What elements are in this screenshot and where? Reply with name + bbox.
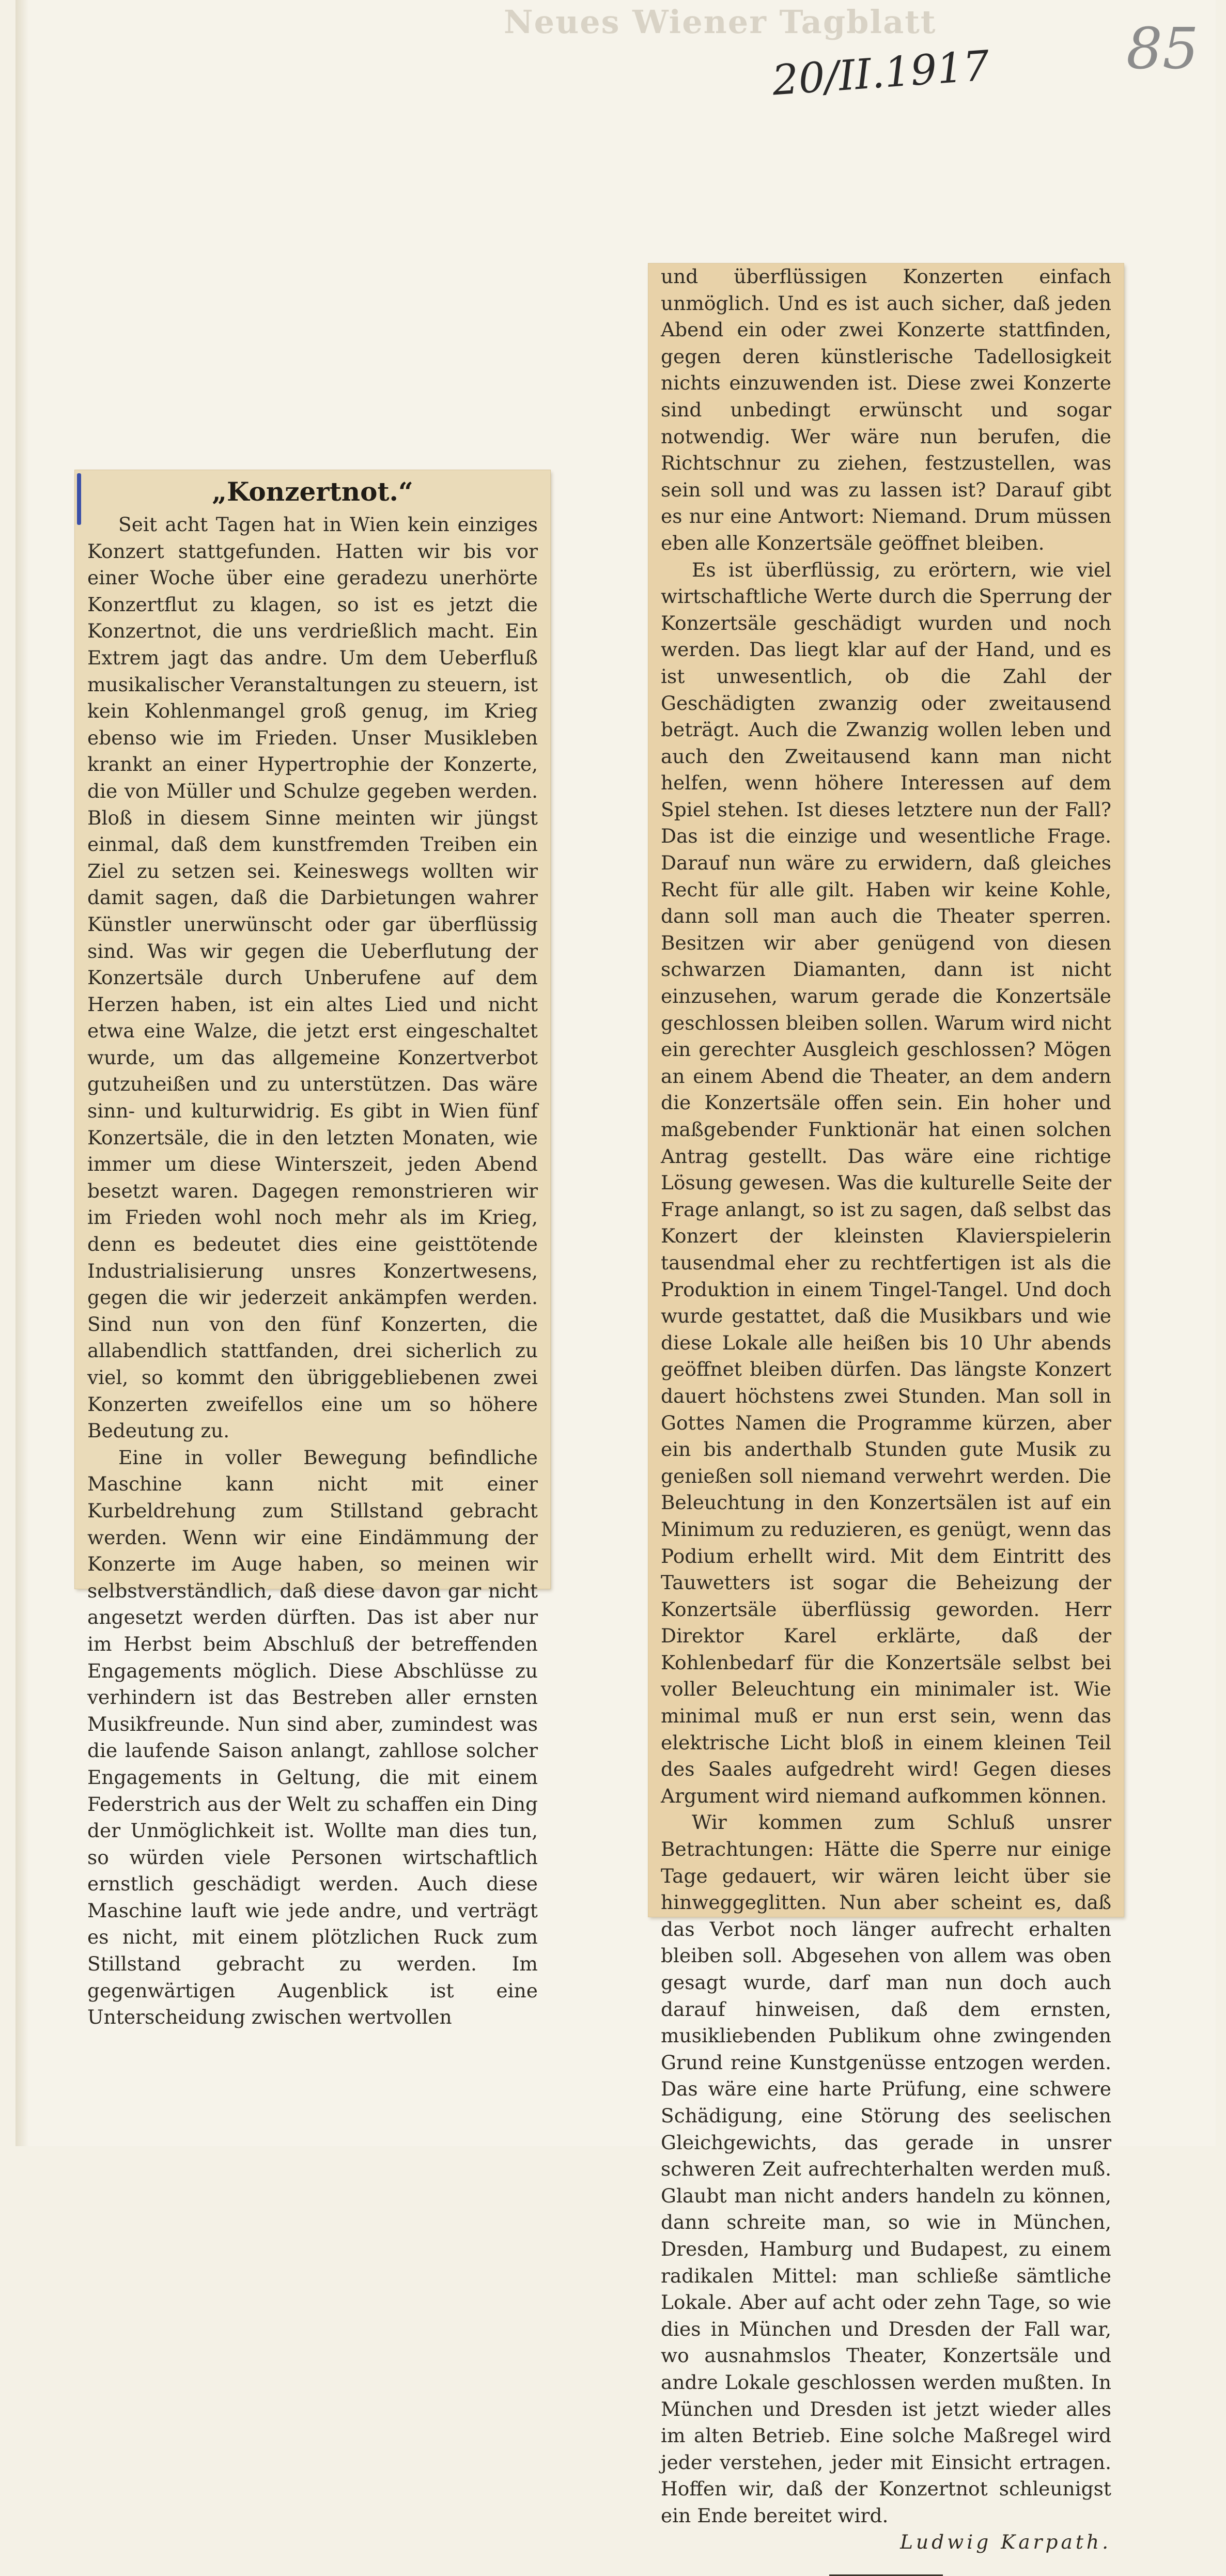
sheet-binding-edge: [15, 0, 29, 2146]
left-paragraph-1: Seit acht Tagen hat in Wien kein einziges Konzert stattgefunden. Hatten wir bis vor einer Woche über eine geradezu unerhörte Konzertflut zu klagen, so ist es jetzt die Konzertnot, die uns verdrießlich macht. Ein Extrem jagt das andre. Um dem Ueberfluß musikalischer Veranstaltungen zu steuern, ist kein Kohlenmangel groß genug, im Krieg ebenso wie im Frieden. Unser Musikleben krankt an einer Hypertrophie der Konzerte, die von Müller und Schulze gegeben werden. Bloß in diesem Sinne meinten wir jüngst einmal, daß dem kunstfremden Treiben ein Ziel zu setzen sei. Keineswegs wollten wir damit sagen, daß die Darbietungen wahrer Künstler unerwünscht oder gar überflüssig sind. Was wir gegen die Ueberflutung der Konzertsäle durch Unberufene auf dem Herzen haben, ist ein altes Lied und nicht etwa eine Walze, die jetzt erst eingeschaltet wurde, um das allgemeine Konzertverbot gutzuheißen und zu unterstützen. Das wäre sinn- und kulturwidrig. Es gibt in Wien fünf Konzertsäle, die in den letzten Monaten, wie immer um diese Winterszeit, jeden Abend besetzt waren. Dagegen remonstrieren wir im Frieden wohl noch mehr als im Krieg, denn es bedeutet dies eine geisttötende Industrialisierung unsres Konzertwesens, gegen die wir jederzeit ankämpfen werden. Sind nun von den fünf Konzerten, die allabendlich stattfanden, drei sicherlich zu viel, so kommt den übriggebliebenen zwei Konzerten zweifellos eine um so höhere Bedeutung zu.: [87, 513, 538, 1442]
right-paragraph-2: Es ist überflüssig, zu erörtern, wie viel wirtschaftliche Werte durch die Sperrung der Konzertsäle geschädigt wurden und noch werden. Das liegt klar auf der Hand, und es ist unwesentlich, ob die Zahl der Geschädigten zwanzig oder zweitausend beträgt. Auch die Zwanzig wollen leben und auch den Zweitausend kann man nicht helfen, wenn höhere Interessen auf dem Spiel stehen. Ist dieses letztere nun der Fall? Das ist die einzige und wesentliche Frage. Darauf nun wäre zu erwidern, daß gleiches Recht für alle gilt. Haben wir keine Kohle, dann soll man auch die Theater sperren. Besitzen wir aber genügend von diesen schwarzen Diamanten, dann ist nicht einzusehen, warum gerade die Konzertsäle geschlossen bleiben sollen. Warum wird nicht ein gerechter Ausgleich geschlossen? Mögen an einem Abend die Theater, an dem andern die Konzertsäle offen sein. Ein hoher und maßgebender Funktionär hat einen solchen Antrag gestellt. Das wäre eine richtige Lösung gewesen. Was die kulturelle Seite der Frage anlangt, so ist zu sagen, daß selbst das Konzert der kleinsten Klavierspielerin tausendmal eher zu rechtfertigen ist als die Produktion in einem Tingel-Tangel. Und doch wurde gestattet, daß die Musikbars und wie diese Lokale alle heißen bis 10 Uhr abends geöffnet bleiben dürfen. Das längste Konzert dauert höchstens zwei Stunden. Man soll in Gottes Namen die Programme kürzen, aber ein bis anderthalb Stunden gute Musik zu genießen soll niemand verwehrt werden. Die Beleuchtung in den Konzertsälen ist auf ein Minimum zu reduzieren, es genügt, wenn das Podium erhellt wird. Mit dem Eintritt des Tauwetters ist sogar die Beheizung der Konzertsäle überflüssig geworden. Herr Direktor Karel erklärte, daß der Kohlenbedarf für die Konzertsäle selbst bei voller Beleuchtung ein minimaler ist. Wie minimal muß er nun erst sein, wenn das elektrische Licht bloß in einem kleinen Teil des Saales aufgedreht wird! Gegen dieses Argument wird niemand aufkommen können.: [661, 558, 1111, 1807]
page-number: 85: [1126, 15, 1199, 82]
clipping-left-column: [75, 470, 550, 2029]
handwritten-date: 20/II.1917: [770, 41, 991, 105]
left-paragraph-2: Eine in voller Bewegung befindliche Maschine kann nicht mit einer Kurbeldrehung zum Stillstand gebracht werden. Wenn wir eine Eindämmung der Konzerte im Auge haben, so meinen wir selbstverständlich, daß diese davon gar nicht angesetzt werden dürften. Das ist aber nur im Herbst beim Abschluß der betreffenden Engagements möglich. Diese Abschlüsse zu verhindern ist das Bestreben aller ernsten Musikfreunde. Nun sind aber, zumindest was die laufende Saison anlangt, zahllose solcher Engagements in Geltung, die mit einem Federstrich aus der Welt zu schaffen ein Ding der Unmöglichkeit ist. Wollte man dies tun, so würden viele Personen wirtschaftlich ernstlich geschädigt werden. Auch diese Maschine lauft wie jede andre, und verträgt es nicht, mit einem plötzlichen Ruck zum Stillstand gebracht zu werden. Im gegenwärtigen Augenblick ist eine Unterscheidung zwischen wertvollen: [87, 1446, 538, 2029]
article-author: Ludwig Karpath.: [900, 2531, 1111, 2554]
clipping-right-column: [648, 263, 1124, 2554]
right-paragraph-1: und überflüssigen Konzerten einfach unmöglich. Und es ist auch sicher, daß jeden Abend ein oder zwei Konzerte stattfinden, gegen deren künstlerische Tadellosigkeit nichts einzuwenden ist. Diese zwei Konzerte sind unbedingt erwünscht und sogar notwendig. Wer wäre nun berufen, die Richtschnur zu ziehen, festzustellen, was sein soll und was zu lassen ist? Darauf gibt es nur eine Antwort: Niemand. Drum müssen eben alle Konzertsäle geöffnet bleiben.: [661, 265, 1111, 554]
blue-pencil-mark: [77, 473, 81, 525]
right-paragraph-3: Wir kommen zum Schluß unsrer Betrachtungen: Hätte die Sperre nur einige Tage gedauert, wir wären leicht über sie hinweggeglitten. Nun aber scheint es, daß das Verbot noch länger aufrecht erhalten bleiben soll. Abgesehen von allem was oben gesagt wurde, darf man nun doch auch darauf hinweisen, daß dem ernsten, musikliebenden Publikum ohne zwingenden Grund reine Kunstgenüsse entzogen werden. Das wäre eine harte Prüfung, eine schwere Schädigung, eine Störung des seelischen Gleichgewichts, das gerade in unsrer schweren Zeit aufrechterhalten werden muß. Glaubt man nicht anders handeln zu können, dann schreite man, so wie in München, Dresden, Hamburg und Budapest, zu einem radikalen Mittel: man schließe sämtliche Lokale. Aber auf acht oder zehn Tage, so wie dies in München und Dresden der Fall war, wo ausnahmslos Theater, Konzertsäle und andre Lokale geschlossen werden mußten. In München und Dresden ist jetzt wieder alles im alten Betrieb. Eine solche Maßregel wird jeder verstehen, jeder mit Einsicht ertragen. Hoffen wir, daß der Konzertnot schleunigst ein Ende bereitet wird.: [661, 1811, 1111, 2527]
article-title: „Konzertnot.“: [212, 476, 413, 507]
newspaper-stamp: Neues Wiener Tagblatt: [504, 3, 937, 41]
